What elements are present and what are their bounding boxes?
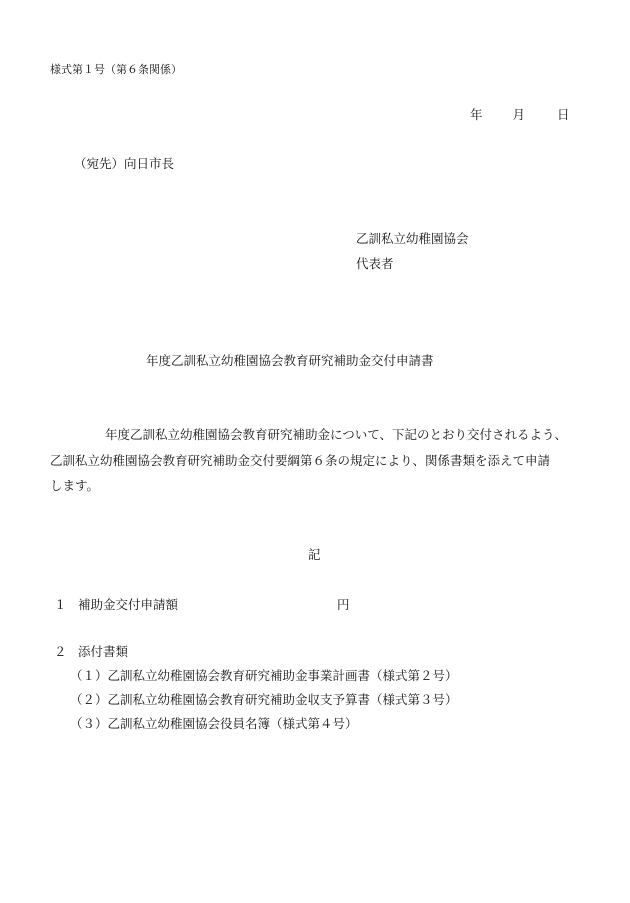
ki-heading: 記: [308, 547, 321, 562]
date-day-label: 日: [557, 107, 570, 122]
attachment-item: （１）乙訓私立幼稚園協会教育研究補助金事業計画書（様式第２号）: [70, 668, 458, 683]
body-text-line: 年度乙訓私立幼稚園協会教育研究補助金について、下記のとおり交付されるよう、: [105, 427, 568, 442]
document-title: 年度乙訓私立幼稚園協会教育研究補助金交付申請書: [146, 353, 434, 368]
attachment-item: （２）乙訓私立幼稚園協会教育研究補助金収支予算書（様式第３号）: [70, 692, 458, 707]
item-number: ２: [54, 644, 67, 659]
date-year-label: 年: [470, 107, 483, 122]
addressee: （宛先）向日市長: [74, 156, 175, 171]
applicant-representative: 代表者: [356, 256, 394, 271]
form-number-label: 様式第１号（第６条関係）: [50, 63, 182, 76]
attachments-label: 添付書類: [78, 644, 129, 659]
date-line: [470, 109, 570, 122]
attachment-item: （３）乙訓私立幼稚園協会役員名簿（様式第４号）: [70, 716, 358, 731]
body-text-line: 乙訓私立幼稚園協会教育研究補助金交付要綱第６条の規定により、関係書類を添えて申請: [50, 453, 551, 468]
item-number: １: [54, 597, 67, 612]
applicant-organization: 乙訓私立幼稚園協会: [356, 231, 469, 246]
body-text-line: します。: [50, 478, 100, 493]
date-month-label: 月: [512, 107, 526, 122]
subsidy-amount-label: 補助金交付申請額: [78, 597, 179, 612]
yen-unit-label: 円: [337, 597, 350, 612]
